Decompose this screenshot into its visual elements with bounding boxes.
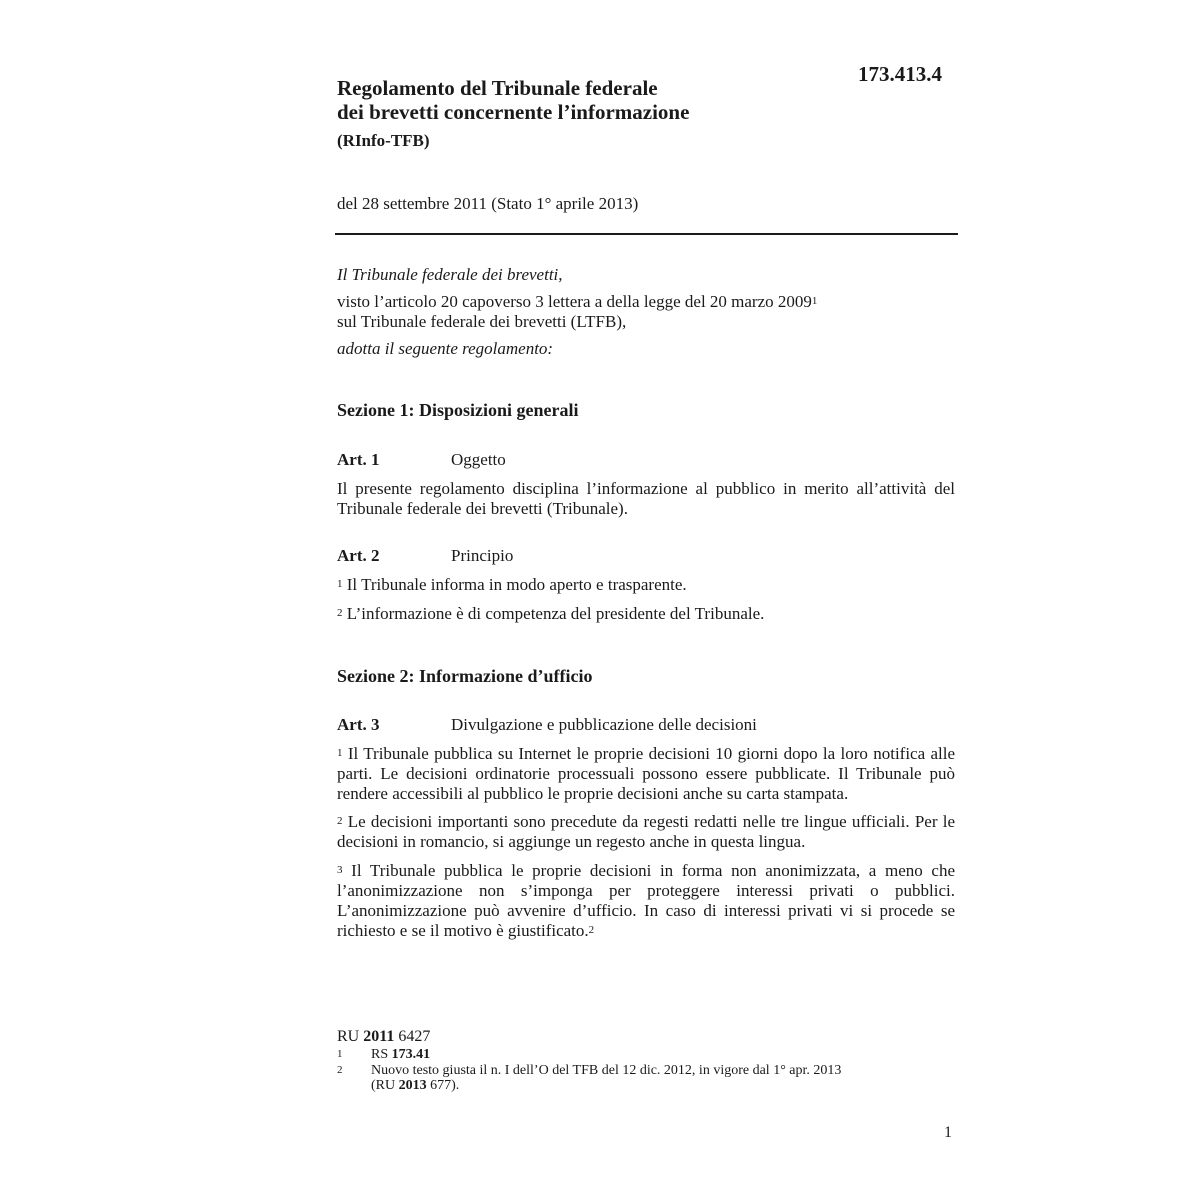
preamble-authority: Il Tribunale federale dei brevetti, [337, 265, 563, 284]
section-1-heading: Sezione 1: Disposizioni generali [337, 400, 579, 420]
article-1-title: Oggetto [451, 450, 506, 469]
official-compilation-ref [337, 1028, 430, 1046]
document-abbreviation: (RInfo-TFB) [337, 131, 430, 150]
footnote-bold: 173.41 [391, 1047, 431, 1062]
article-3-paragraph-1 [337, 744, 955, 804]
paragraph-text: Il Tribunale informa in modo aperto e trasparente. [346, 575, 687, 594]
article-3-paragraph-2 [337, 812, 955, 852]
article-3-paragraph-3 [337, 861, 955, 941]
title-line-1: Regolamento del Tribunale federale [337, 76, 658, 100]
footnote-line-2-pre: (RU [371, 1078, 396, 1093]
section-2-heading: Sezione 2: Informazione d’ufficio [337, 666, 593, 686]
document-date: del 28 settembre 2011 (Stato 1° aprile 2013) [337, 194, 639, 213]
preamble-basis-text: visto l’articolo 20 capoverso 3 lettera a della legge del 20 marzo 2009 [337, 292, 812, 311]
paragraph-number: 2 [337, 607, 343, 619]
ru-page: 6427 [398, 1028, 431, 1045]
footnote-ref-2[interactable]: 2 [588, 924, 595, 936]
paragraph-text: Il Tribunale pubblica su Internet le proprie decisioni 10 giorni dopo la loro notifica alle parti. Le decisioni ordinatorie processuali possono essere pubblicate. Il Tribunale può rendere accessibili al pubblico le proprie decisioni anche su carta stampata. [337, 744, 956, 803]
page-number: 1 [944, 1124, 952, 1141]
footnote-ref-1[interactable]: 1 [811, 295, 818, 307]
footnote-line-2-post: 677). [430, 1078, 460, 1093]
paragraph-number: 1 [337, 578, 343, 590]
article-1-number: Art. 1 [337, 450, 380, 469]
article-2-paragraph-1 [337, 575, 955, 595]
paragraph-text: Il Tribunale pubblica le proprie decisioni in forma non anonimizzata, a meno che l’anonimizzazione non s’imponga per proteggere interessi privati o pubblici. L’anonimizzazione può avvenire d’ufficio. In caso di interessi privati vi si procede se richiesto e se il motivo è giustificato. [337, 861, 955, 940]
article-3-number: Art. 3 [337, 715, 380, 734]
article-2-title: Principio [451, 546, 514, 565]
footnote-text [371, 1063, 951, 1093]
paragraph-number: 1 [337, 747, 343, 759]
footnote-prefix: RS [371, 1047, 389, 1062]
paragraph-number: 2 [337, 815, 343, 827]
footnote-number: 1 [337, 1048, 343, 1060]
paragraph-text: Le decisioni importanti sono precedute da regesti redatti nelle tre lingue ufficiali. Per le decisioni in romancio, si aggiunge un regesto anche in questa lingua. [337, 812, 955, 851]
sr-number: 173.413.4 [858, 62, 942, 86]
ru-prefix: RU [337, 1028, 360, 1045]
article-3-title: Divulgazione e pubblicazione delle decisioni [451, 715, 757, 734]
footnote-number: 2 [337, 1064, 343, 1076]
paragraph-number: 3 [337, 864, 343, 876]
footnote-1 [337, 1047, 951, 1062]
preamble-enactment: adotta il seguente regolamento: [337, 339, 554, 358]
footnote-text [371, 1047, 951, 1062]
footnote-line-1: Nuovo testo giusta il n. I dell’O del TFB del 12 dic. 2012, in vigore dal 1° apr. 2013 [371, 1063, 842, 1078]
title-line-2: dei brevetti concernente l’informazione [337, 100, 690, 124]
paragraph-text: L’informazione è di competenza del presidente del Tribunale. [346, 604, 765, 623]
header-divider [335, 233, 958, 235]
article-2-paragraph-2 [337, 604, 955, 624]
footnote-line-2-bold: 2013 [398, 1078, 427, 1093]
preamble-basis-line-1 [337, 292, 817, 312]
document-title [337, 76, 689, 124]
article-2-number: Art. 2 [337, 546, 380, 565]
footnote-2 [337, 1063, 951, 1093]
article-1-paragraph: Il presente regolamento disciplina l’informazione al pubblico in merito all’attività del Tribunale federale dei brevetti (Tribunale). [337, 479, 955, 518]
preamble-basis-line-2: sul Tribunale federale dei brevetti (LTFB), [337, 312, 627, 331]
ru-year: 2011 [363, 1028, 395, 1045]
